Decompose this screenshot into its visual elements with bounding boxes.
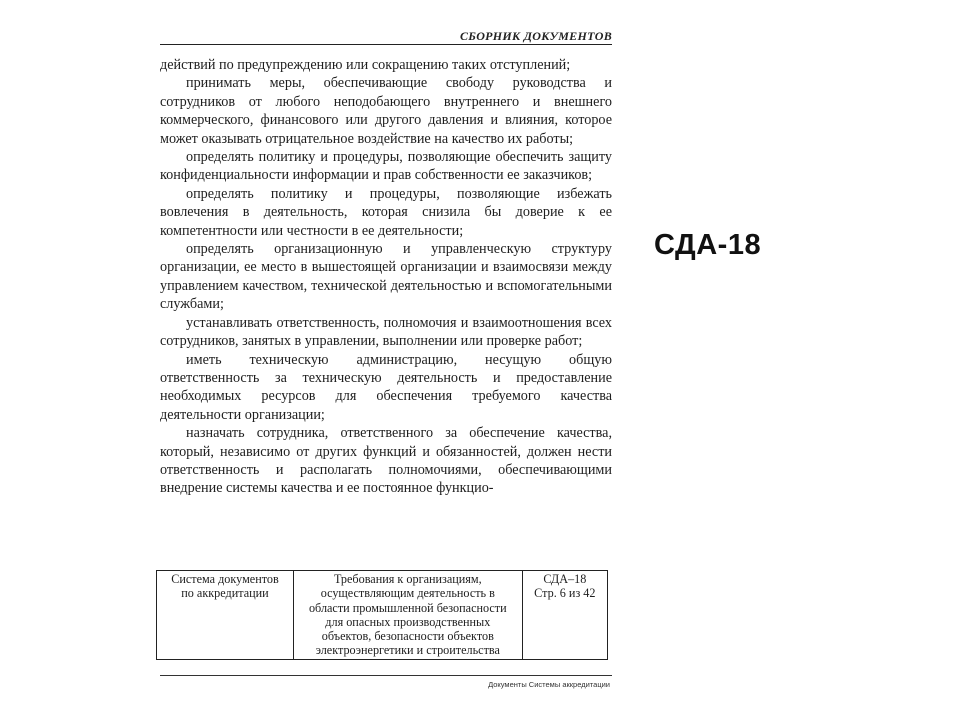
paragraph: назначать сотрудника, ответственного за обеспечение качества, который, независимо от других функций и обязанностей, должен нести ответственность и располагать полномочиями, обеспечивающими внедрение системы качества и ее постоянное функцио- xyxy=(160,425,612,497)
document-code-cell xyxy=(522,571,607,660)
paragraph: принимать меры, обеспечивающие свободу руководства и сотрудников от любого неподобающего внутреннего и внешнего коммерческого, финансового или другого давления и влияния, которое может оказывать отрицательное воздействие на качество их работы; xyxy=(160,75,612,147)
header-rule xyxy=(160,44,612,45)
body-text xyxy=(160,56,612,498)
cell-line: для опасных производственных xyxy=(325,614,491,629)
slide-label: СДА-18 xyxy=(654,229,762,261)
page-number: Стр. 6 из 42 xyxy=(534,586,596,601)
document-system-cell xyxy=(157,571,294,660)
footer-text: Документы Системы аккредитации xyxy=(488,680,610,689)
paragraph: определять политику и процедуры, позволяющие обеспечить защиту конфиденциальности информации и прав собственности ее заказчиков; xyxy=(160,149,612,184)
cell-line: электроэнергетики и строительства xyxy=(315,643,500,658)
cell-line: Система документов xyxy=(171,572,279,586)
document-code: СДА–18 xyxy=(543,572,587,586)
paragraph: иметь техническую администрацию, несущую общую ответственность за техническую деятельность и предоставление необходимых ресурсов для обеспечения требуемого качества деятельности организации; xyxy=(160,351,612,423)
cell-line: осуществляющим деятельность в xyxy=(320,586,495,601)
cell-line: Требования к организациям, xyxy=(333,572,482,586)
cell-line: области промышленной безопасности xyxy=(308,600,507,615)
paragraph: устанавливать ответственность, полномочия и взаимоотношения всех сотрудников, занятых в управлении, выполнении или проверке работ; xyxy=(160,314,612,350)
cell-line: объектов, безопасности объектов xyxy=(321,629,494,644)
document-info-table xyxy=(156,570,608,660)
paragraph: определять организационную и управленческую структуру организации, ее место в вышестоящей организации и взаимосвязи между управлением качеством, технической деятельностью и вспомогательными службами; xyxy=(160,241,612,313)
table-row xyxy=(157,571,608,660)
cell-line: по аккредитации xyxy=(181,586,269,601)
requirements-cell xyxy=(293,571,522,660)
paragraph: действий по предупреждению или сокращению таких отступлений; xyxy=(160,57,571,73)
running-header-title: СБОРНИК ДОКУМЕНТОВ xyxy=(459,29,612,43)
paragraph: определять политику и процедуры, позволяющие избежать вовлечения в деятельность, которая снизила бы доверие к ее компетентности или честности в ее деятельности; xyxy=(160,185,612,239)
footer-rule xyxy=(160,675,612,676)
